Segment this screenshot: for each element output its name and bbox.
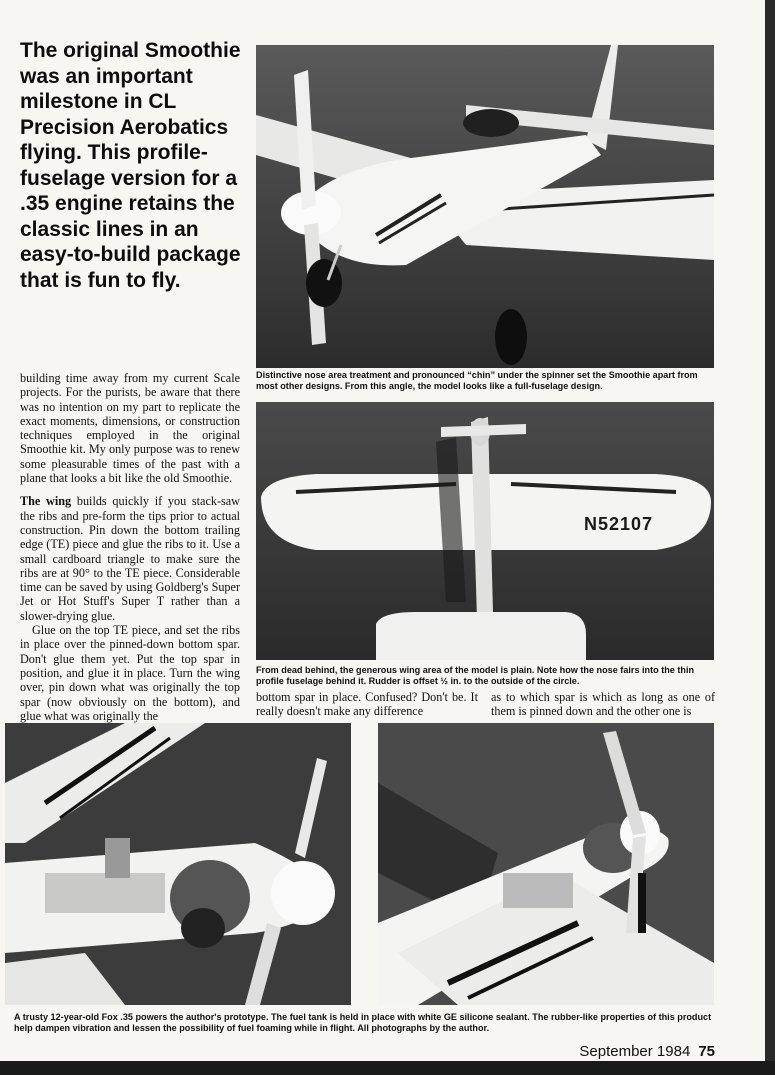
continuation-column-1: bottom spar in place. Confused? Don't be. It really doesn't make any difference (256, 690, 478, 719)
page-edge-shadow (765, 0, 775, 1075)
paragraph-2-body: builds quickly if you stack-saw the ribs and pre-form the tips prior to actual construction. Pin down the bottom trailing edge (TE) piece and glue the ribs to it. Use a small cardboard triangle to make sure the ribs are at 90° to the TE piece. Considerable time can be saved by using Goldberg's Super Jet or Hot Stuff's Super T rather than a slower-drying glue. (20, 494, 240, 623)
page-number: 75 (698, 1043, 715, 1060)
continuation-column-2: as to which spar is which as long as one of them is pinned down and the other one is (491, 690, 715, 719)
photo-side-view (378, 723, 714, 1005)
paragraph-3: Glue on the top TE piece, and set the ribs in place over the pinned-down bottom spar. Don't glue them yet. Put the top spar in position, and glue it in place. Turn the wing over, pin down what was originally the top spar (now obviously on the bottom), and glue what was originally the (20, 623, 240, 723)
paragraph-1: building time away from my current Scale projects. For the purists, be aware that there was no intention on my part to replicate the exact moments, dimensions, or construction techniques employed in the original Smoothie kit. My only purpose was to renew some pleasurable times of the past with a plane that looks a bit like the old Smoothie. (20, 371, 240, 486)
lead-in-the-wing: The wing (20, 494, 72, 509)
photo-front-view (256, 45, 714, 368)
photo-rear-view (256, 402, 714, 660)
photo-engine-closeup (5, 723, 351, 1005)
page-edge-bottom (0, 1061, 775, 1075)
caption-photo-1: Distinctive nose area treatment and pronounced “chin” under the spinner set the Smoothie apart from most other designs. From this angle, the model looks like a full-fuselage design. (256, 370, 698, 391)
left-column-text (20, 371, 240, 723)
page-footer (579, 1043, 715, 1060)
headline: The original Smoothie was an important milestone in CL Precision Aerobatics flying. This profile-fuselage version for a .35 engine retains the classic lines in an easy-to-build package that is fun to fly. (20, 39, 241, 292)
caption-photo-2: From dead behind, the generous wing area of the model is plain. Note how the nose fairs into the thin profile fuselage behind it. Rudder is offset ½ in. to the outside of the circle. (256, 665, 695, 686)
registration-number: N52107 (584, 514, 654, 534)
caption-bottom: A trusty 12-year-old Fox .35 powers the author's prototype. The fuel tank is held in place with white GE silicone sealant. The rubber-like properties of this product help dampen vibration and lessen the possibility of fuel foaming while in flight. All photographs by the author. (14, 1012, 712, 1033)
issue-date: September 1984 (579, 1043, 691, 1060)
paragraph-2 (20, 494, 240, 623)
